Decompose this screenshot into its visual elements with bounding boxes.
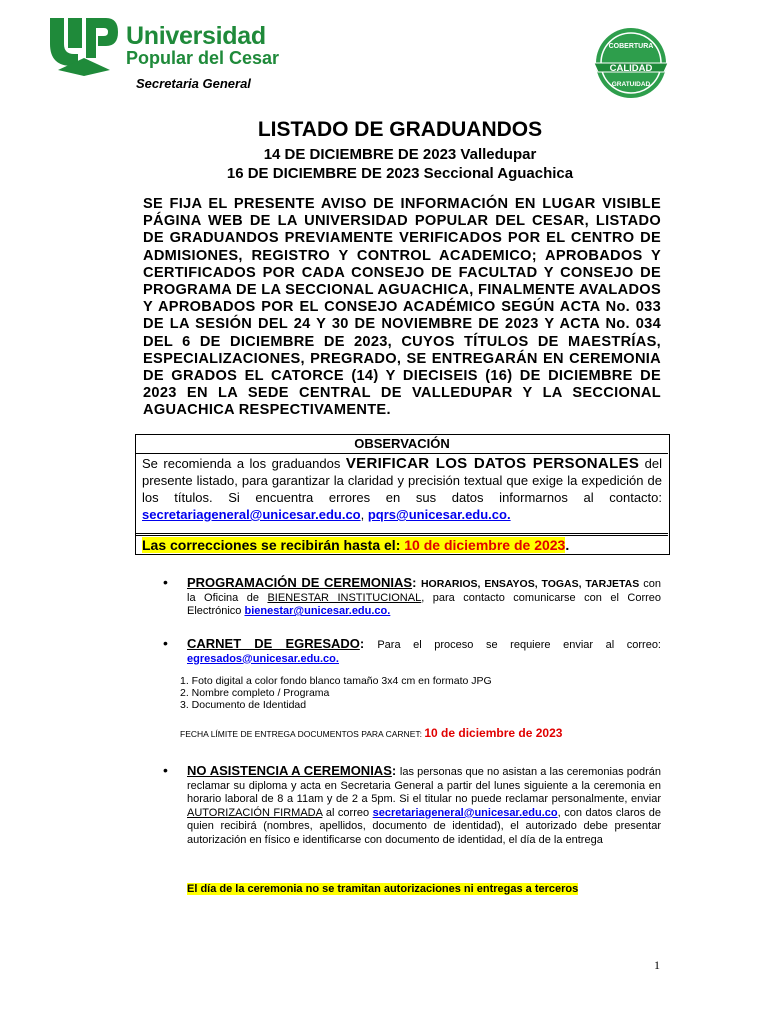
final-warning: El día de la ceremonia no se tramitan autorizaciones ni entregas a terceros	[187, 883, 579, 895]
ceremony-schedule-section: PROGRAMACIÓN DE CEREMONIAS: HORARIOS, ENSAYOS, TOGAS, TARJETAS con la Oficina de BIENESTAR INSTITUCIONAL, para contacto comunicarse con el Correo Electrónico bienestar@unicesar.edu.co.	[187, 575, 662, 618]
list-item: 3. Documento de Identidad	[180, 699, 307, 711]
seal-top-text: COBERTURA	[608, 43, 654, 50]
bullet-icon: •	[163, 574, 168, 590]
non-attendance-section: NO ASISTENCIA A CEREMONIAS: las personas que no asistan a las ceremonias podrán reclamar su diploma y acta en Secretaria General a partir del lunes siguiente a la ceremonia en horario laboral de 8 a 11am y de 2 a 5pm. Si el titular no puede reclamar personalmente, enviar AUTORIZACIÓN FIRMADA al correo secretariageneral@unicesar.edu.co, con datos claros de quien recibirá (nombres, apellidos, documento de identidad), el autorizado debe presentar autorización en físico e identificarse con documento de identidad, el día de la entrega	[187, 763, 661, 846]
verify-data-emphasis: VERIFICAR LOS DATOS PERSONALES	[345, 455, 640, 472]
university-logo-icon	[48, 14, 120, 76]
bullet-icon: •	[163, 635, 168, 651]
bienestar-email-link[interactable]: bienestar@unicesar.edu.co.	[244, 605, 391, 618]
egresados-email-link[interactable]: egresados@unicesar.edu.co.	[187, 652, 339, 665]
notice-paragraph: SE FIJA EL PRESENTE AVISO DE INFORMACIÓN EN LUGAR VISIBLE PÁGINA WEB DE LA UNIVERSIDAD POPULAR DEL CESAR, LISTADO DE GRADUANDOS PREVIAMENTE VERIFICADOS POR EL CENTRO DE ADMISIONES, REGISTRO Y CONTROL ACADEMICO; APROBADOS Y CERTIFICADOS POR CADA CONSEJO DE FACULTAD Y CONSEJO DE PROGRAMA DE LA SECCIONAL AGUACHICA, FINALMENTE AVALADOS Y APROBADOS POR EL CONSEJO ACADÉMICO SEGÚN ACTA No. 033 DE LA SESIÓN DEL 24 Y 30 DE NOVIEMBRE DE 2023 Y ACTA No. 034 DEL 6 DE DICIEMBRE DE 2023, CUYOS TÍTULOS DE MAESTRÍAS, ESPECIALIZACIONES, PREGRADO, SE ENTREGARÁN EN CEREMONIA DE GRADOS EL CATORCE (14) Y DIECISEIS (16) DE DICIEMBRE DE 2023 EN LA SEDE CENTRAL DE VALLEDUPAR Y LA SECCIONAL AGUACHICA RESPECTIVAMENTE.	[143, 196, 661, 419]
bullet-icon: •	[163, 762, 168, 778]
list-item: 2. Nombre completo / Programa	[180, 687, 330, 699]
seal-bottom-text: GRATUIDAD	[611, 81, 651, 88]
observation-heading: OBSERVACIÓN	[136, 435, 668, 454]
divider	[136, 533, 668, 534]
corrections-deadline: Las correcciones se recibirán hasta el: 10 de diciembre de 2023.	[142, 537, 570, 553]
ceremony-schedule-heading: PROGRAMACIÓN DE CEREMONIAS	[187, 575, 413, 590]
university-name-line1: Universidad	[126, 22, 266, 50]
graduate-card-section: CARNET DE EGRESADO: Para el proceso se requiere enviar al correo: egresados@unicesar.edu.co.	[187, 636, 661, 665]
subtitle-valledupar: 14 DE DICIEMBRE DE 2023 Valledupar	[263, 146, 537, 163]
corrections-date: 10 de diciembre de 2023	[404, 537, 566, 553]
quality-seal-icon	[586, 24, 676, 102]
graduate-card-heading: CARNET DE EGRESADO	[187, 636, 360, 651]
page-number: 1	[654, 958, 660, 972]
pqrs-email-link[interactable]: pqrs@unicesar.edu.co.	[367, 507, 511, 522]
observation-text: Se recomienda a los graduandos VERIFICAR LOS DATOS PERSONALES del presente listado, para garantizar la claridad y precisión textual que exige la expedición de los títulos. Si encuentra errores en sus datos informarnos al contacto: secretariageneral@unicesar.edu.co, pqrs@unicesar.edu.co.	[142, 455, 663, 522]
subtitle-aguachica: 16 DE DICIEMBRE DE 2023 Seccional Aguachica	[226, 165, 574, 182]
university-name-line2: Popular del Cesar	[126, 48, 280, 68]
secretaria-email-link-2[interactable]: secretariageneral@unicesar.edu.co	[372, 806, 558, 819]
card-deadline-date: 10 de diciembre de 2023	[424, 726, 563, 740]
seal-middle-text: CALIDAD	[609, 63, 653, 74]
card-deadline: FECHA LÍMITE DE ENTREGA DOCUMENTOS PARA CARNET: 10 de diciembre de 2023	[180, 726, 563, 740]
list-item: 1. Foto digital a color fondo blanco tamaño 3x4 cm en formato JPG	[180, 675, 492, 687]
secretaria-email-link[interactable]: secretariageneral@unicesar.edu.co	[142, 507, 361, 522]
requirements-list	[180, 675, 492, 711]
non-attendance-heading: NO ASISTENCIA A CEREMONIAS	[187, 763, 392, 778]
divider	[136, 535, 668, 536]
office-name: Secretaria General	[136, 76, 251, 91]
document-title: LISTADO DE GRADUANDOS	[257, 118, 543, 141]
